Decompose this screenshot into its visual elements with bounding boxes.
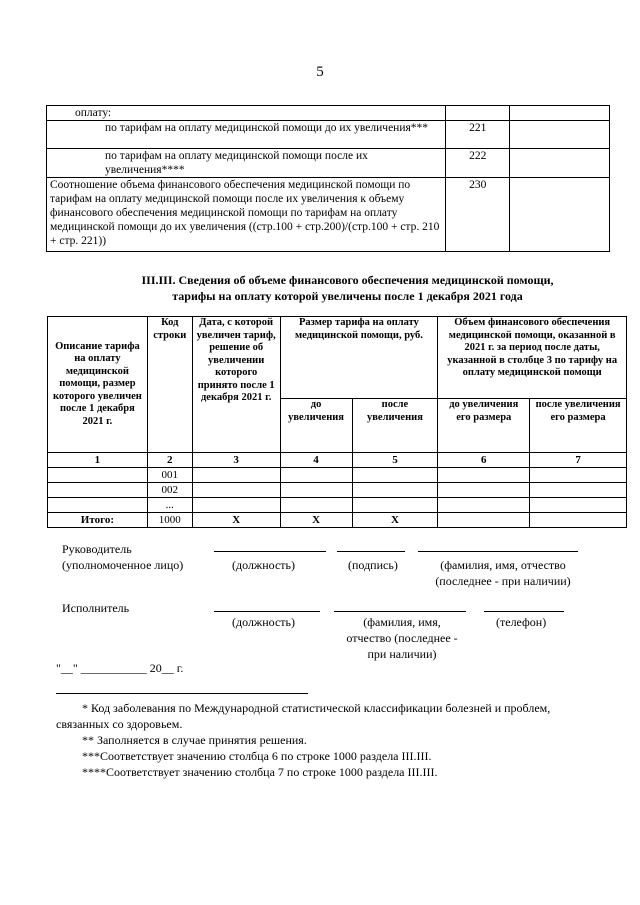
fio-line[interactable]: [418, 551, 578, 552]
total-x: X: [192, 513, 280, 528]
footnote-separator: [56, 693, 308, 694]
cell[interactable]: [530, 468, 627, 483]
total-x: X: [280, 513, 352, 528]
cell[interactable]: [438, 513, 530, 528]
page-number: 5: [316, 64, 324, 80]
table-row: [47, 149, 610, 178]
exec-position-caption: (должность): [232, 615, 295, 629]
row-value[interactable]: [510, 178, 610, 252]
tariff-size-header: Размер тарифа на оплату медицинской помощи, руб.: [280, 317, 438, 399]
cell[interactable]: [530, 498, 627, 513]
cell[interactable]: [192, 468, 280, 483]
cell[interactable]: [352, 498, 438, 513]
cell[interactable]: [192, 483, 280, 498]
row-value[interactable]: [510, 106, 610, 121]
cell[interactable]: [280, 498, 352, 513]
footnote: * Код заболевания по Международной статистической классификации болезней и проблем,: [82, 701, 551, 715]
fio-caption: (фамилия, имя, отчество (последнее - при наличии): [435, 558, 571, 588]
footnote: ***Соответствует значению столбца 6 по строке 1000 раздела III.III.: [82, 749, 432, 763]
footnote: ****Соответствует значению столбца 7 по строке 1000 раздела III.III.: [82, 765, 438, 779]
col6-header: до увеличения его размера: [438, 399, 530, 453]
position-line[interactable]: [214, 551, 326, 552]
exec-fio-caption: (фамилия, имя, отчество (последнее - при наличии): [346, 615, 458, 661]
total-label: Итого:: [48, 513, 148, 528]
table-row: [47, 121, 610, 149]
cell[interactable]: [438, 498, 530, 513]
table-row: [47, 106, 610, 121]
col-number: 2: [147, 453, 192, 468]
cell[interactable]: [438, 483, 530, 498]
signature-caption: (подпись): [348, 558, 398, 572]
footnote: ** Заполняется в случае принятия решения.: [82, 733, 307, 747]
col-number: 6: [438, 453, 530, 468]
col-number: 1: [48, 453, 148, 468]
row-label: по тарифам на оплату медицинской помощи до их увеличения***: [47, 121, 446, 149]
main-table: [47, 316, 627, 528]
cell[interactable]: [48, 483, 148, 498]
row-code: ...: [147, 498, 192, 513]
table-row: [48, 498, 627, 513]
column-numbers-row: [48, 453, 627, 468]
cell[interactable]: [48, 498, 148, 513]
col7-header: после увеличения его размера: [530, 399, 627, 453]
date-line[interactable]: "__" ___________ 20__ г.: [56, 661, 184, 675]
row-label: Соотношение объема финансового обеспечения медицинской помощи по тарифам на оплату медицинской помощи после их увеличения к объему финансового обеспечения медицинской помощи по тарифам на оплату медицинской помощи до их увеличения ((стр.100 + стр.200)/(стр.100 + стр. 210 + стр. 221)): [47, 178, 446, 252]
exec-position-line[interactable]: [214, 611, 320, 612]
head-label: Руководитель (уполномоченное лицо): [62, 542, 184, 572]
signature-line[interactable]: [337, 551, 405, 552]
cell[interactable]: [280, 468, 352, 483]
table-row: [48, 468, 627, 483]
cell[interactable]: [352, 468, 438, 483]
total-row: [48, 513, 627, 528]
table-row: [48, 483, 627, 498]
col3-header: Дата, с которой увеличен тариф, решение об увеличении которого принято после 1 декабря 2021 г.: [192, 317, 280, 453]
position-caption: (должность): [232, 558, 295, 572]
executor-label: Исполнитель: [62, 601, 130, 615]
col-number: 3: [192, 453, 280, 468]
col5-header: после увеличения: [352, 399, 438, 453]
row-label: по тарифам на оплату медицинской помощи после их увеличения****: [47, 149, 446, 178]
table-row: [47, 178, 610, 252]
row-label: оплату:: [47, 106, 446, 121]
cell[interactable]: [48, 468, 148, 483]
row-code: 230: [446, 178, 510, 252]
row-code: 001: [147, 468, 192, 483]
col1-header: Описание тарифа на оплату медицинской помощи, размер которого увеличен после 1 декабря 2021 г.: [48, 317, 148, 453]
col-number: 4: [280, 453, 352, 468]
footnote: связанных со здоровьем.: [56, 717, 183, 731]
footnotes: [56, 700, 611, 780]
total-code: 1000: [147, 513, 192, 528]
exec-fio-line[interactable]: [334, 611, 466, 612]
row-value[interactable]: [510, 149, 610, 178]
col-number: 7: [530, 453, 627, 468]
cell[interactable]: [438, 468, 530, 483]
volume-header: Объем финансового обеспечения медицинской помощи, оказанной в 2021 г. за период после даты, указанной в столбце 3 по тарифу на оплату медицинской помощи: [438, 317, 627, 399]
row-code: 002: [147, 483, 192, 498]
section-title: III.III. Сведения об объеме финансового обеспечения медицинской помощи, тарифы на оплату которой увеличены после 1 декабря 2021 года: [141, 273, 554, 303]
header-row: [48, 317, 627, 399]
total-x: X: [352, 513, 438, 528]
row-code: 222: [446, 149, 510, 178]
row-code: 221: [446, 121, 510, 149]
row-value[interactable]: [510, 121, 610, 149]
top-table: [46, 105, 610, 252]
col-number: 5: [352, 453, 438, 468]
cell[interactable]: [530, 513, 627, 528]
col4-header: до увеличения: [280, 399, 352, 453]
col2-header: Код строки: [147, 317, 192, 453]
phone-caption: (телефон): [496, 615, 547, 629]
cell[interactable]: [530, 483, 627, 498]
cell[interactable]: [280, 483, 352, 498]
cell[interactable]: [352, 483, 438, 498]
cell[interactable]: [192, 498, 280, 513]
row-code: [446, 106, 510, 121]
exec-phone-line[interactable]: [484, 611, 564, 612]
